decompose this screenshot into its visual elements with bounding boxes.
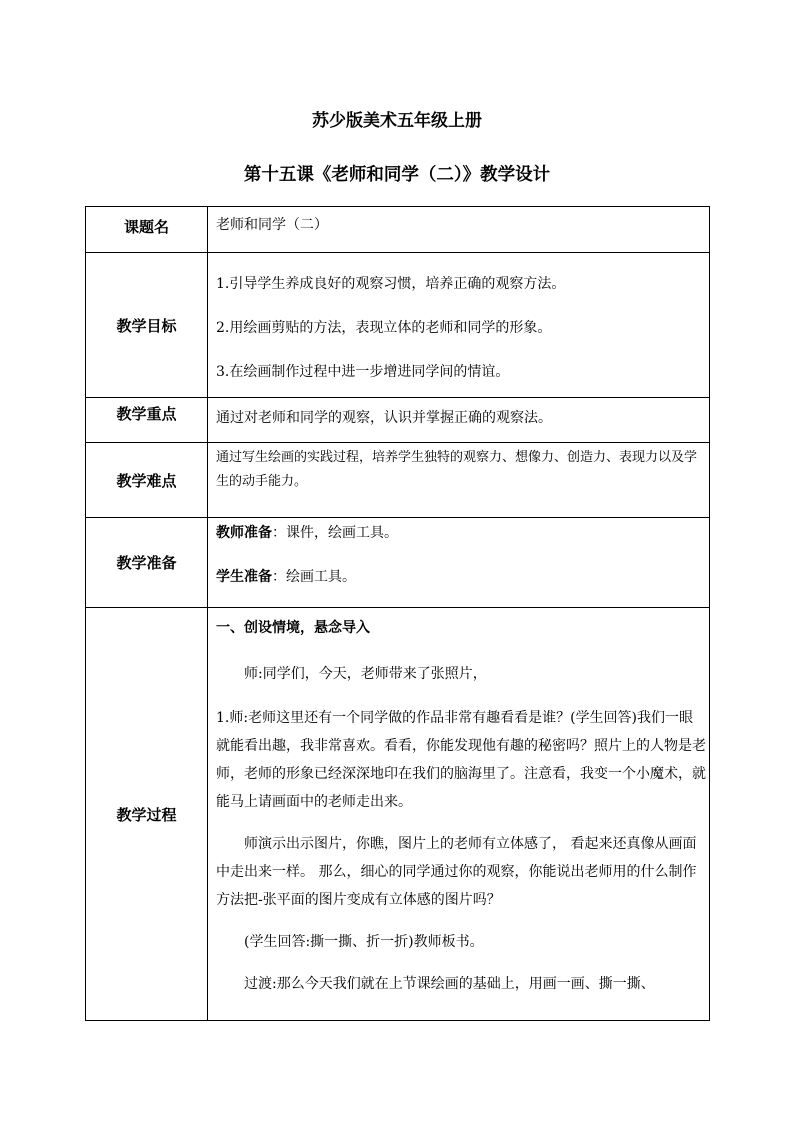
- row-topic: [86, 207, 710, 253]
- row-preparation: [86, 518, 710, 608]
- row-key-point: [86, 398, 710, 443]
- key-point-label: 教学重点: [86, 398, 208, 443]
- goals-content: [208, 253, 710, 398]
- row-goals: [86, 253, 710, 398]
- difficulty-value: 通过写生绘画的实践过程，培养学生独特的观察力、想像力、创造力、表现力以及学生的动手能力。: [208, 443, 710, 518]
- student-prep: [216, 566, 706, 589]
- process-paragraph: 师演示出示图片，你瞧，图片上的老师有立体感了， 看起来还真像从画面中走出来一样。 那么，细心的同学通过你的观察，你能说出老师用的什么制作方法把-张平面的图片变成有立体感的图片吗？: [216, 836, 697, 908]
- goal-item: 1.引导学生养成良好的观察习惯，培养正确的观察方法。: [216, 276, 566, 292]
- preparation-content: [208, 518, 710, 608]
- process-paragraph: 1.师:老师这里还有一个同学做的作品非常有趣看看是谁？(学生回答)我们一眼就能看出趣，我非常喜欢。看看，你能发现他有趣的秘密吗？照片上的人物是老师，老师的形象已经深深地印在我们的脑海里了。注意看，我变一个小魔术，就能马上请画面中的老师走出来。: [216, 710, 706, 810]
- student-prep-value: ：绘画工具。: [272, 569, 356, 585]
- key-point-value: 通过对老师和同学的观察，认识并掌握正确的观察法。: [208, 398, 710, 443]
- teacher-prep: [216, 522, 706, 545]
- process-paragraph: 师:同学们，今天，老师带来了张照片，: [244, 666, 487, 682]
- teacher-prep-value: ：课件，绘画工具。: [272, 525, 398, 541]
- difficulty-label: 教学难点: [86, 443, 208, 518]
- preparation-label: 教学准备: [86, 518, 208, 608]
- topic-value: 老师和同学（二）: [208, 207, 710, 253]
- process-label: 教学过程: [86, 608, 208, 1021]
- goal-item: 2.用绘画剪贴的方法，表现立体的老师和同学的形象。: [216, 320, 552, 336]
- process-paragraph: 过渡:那么今天我们就在上节课绘画的基础上，用画一画、撕一撕、: [244, 976, 655, 992]
- lesson-title: 第十五课《老师和同学（二）》教学设计: [243, 165, 551, 185]
- goal-item: 3.在绘画制作过程中进一步增进同学间的情谊。: [216, 364, 510, 380]
- student-prep-label: 学生准备: [216, 569, 272, 585]
- process-paragraph: (学生回答:撕一撕、折一折)教师板书。: [244, 934, 484, 950]
- document-title: 苏少版美术五年级上册: [312, 111, 482, 131]
- section-heading: 一、创设情境，悬念导入: [216, 620, 370, 636]
- process-content: [208, 608, 710, 1021]
- lesson-plan-table: [85, 206, 710, 1021]
- topic-label: 课题名: [86, 207, 208, 253]
- row-difficulty: [86, 443, 710, 518]
- row-process: [86, 608, 710, 1021]
- teacher-prep-label: 教师准备: [216, 525, 272, 541]
- goals-label: 教学目标: [86, 253, 208, 398]
